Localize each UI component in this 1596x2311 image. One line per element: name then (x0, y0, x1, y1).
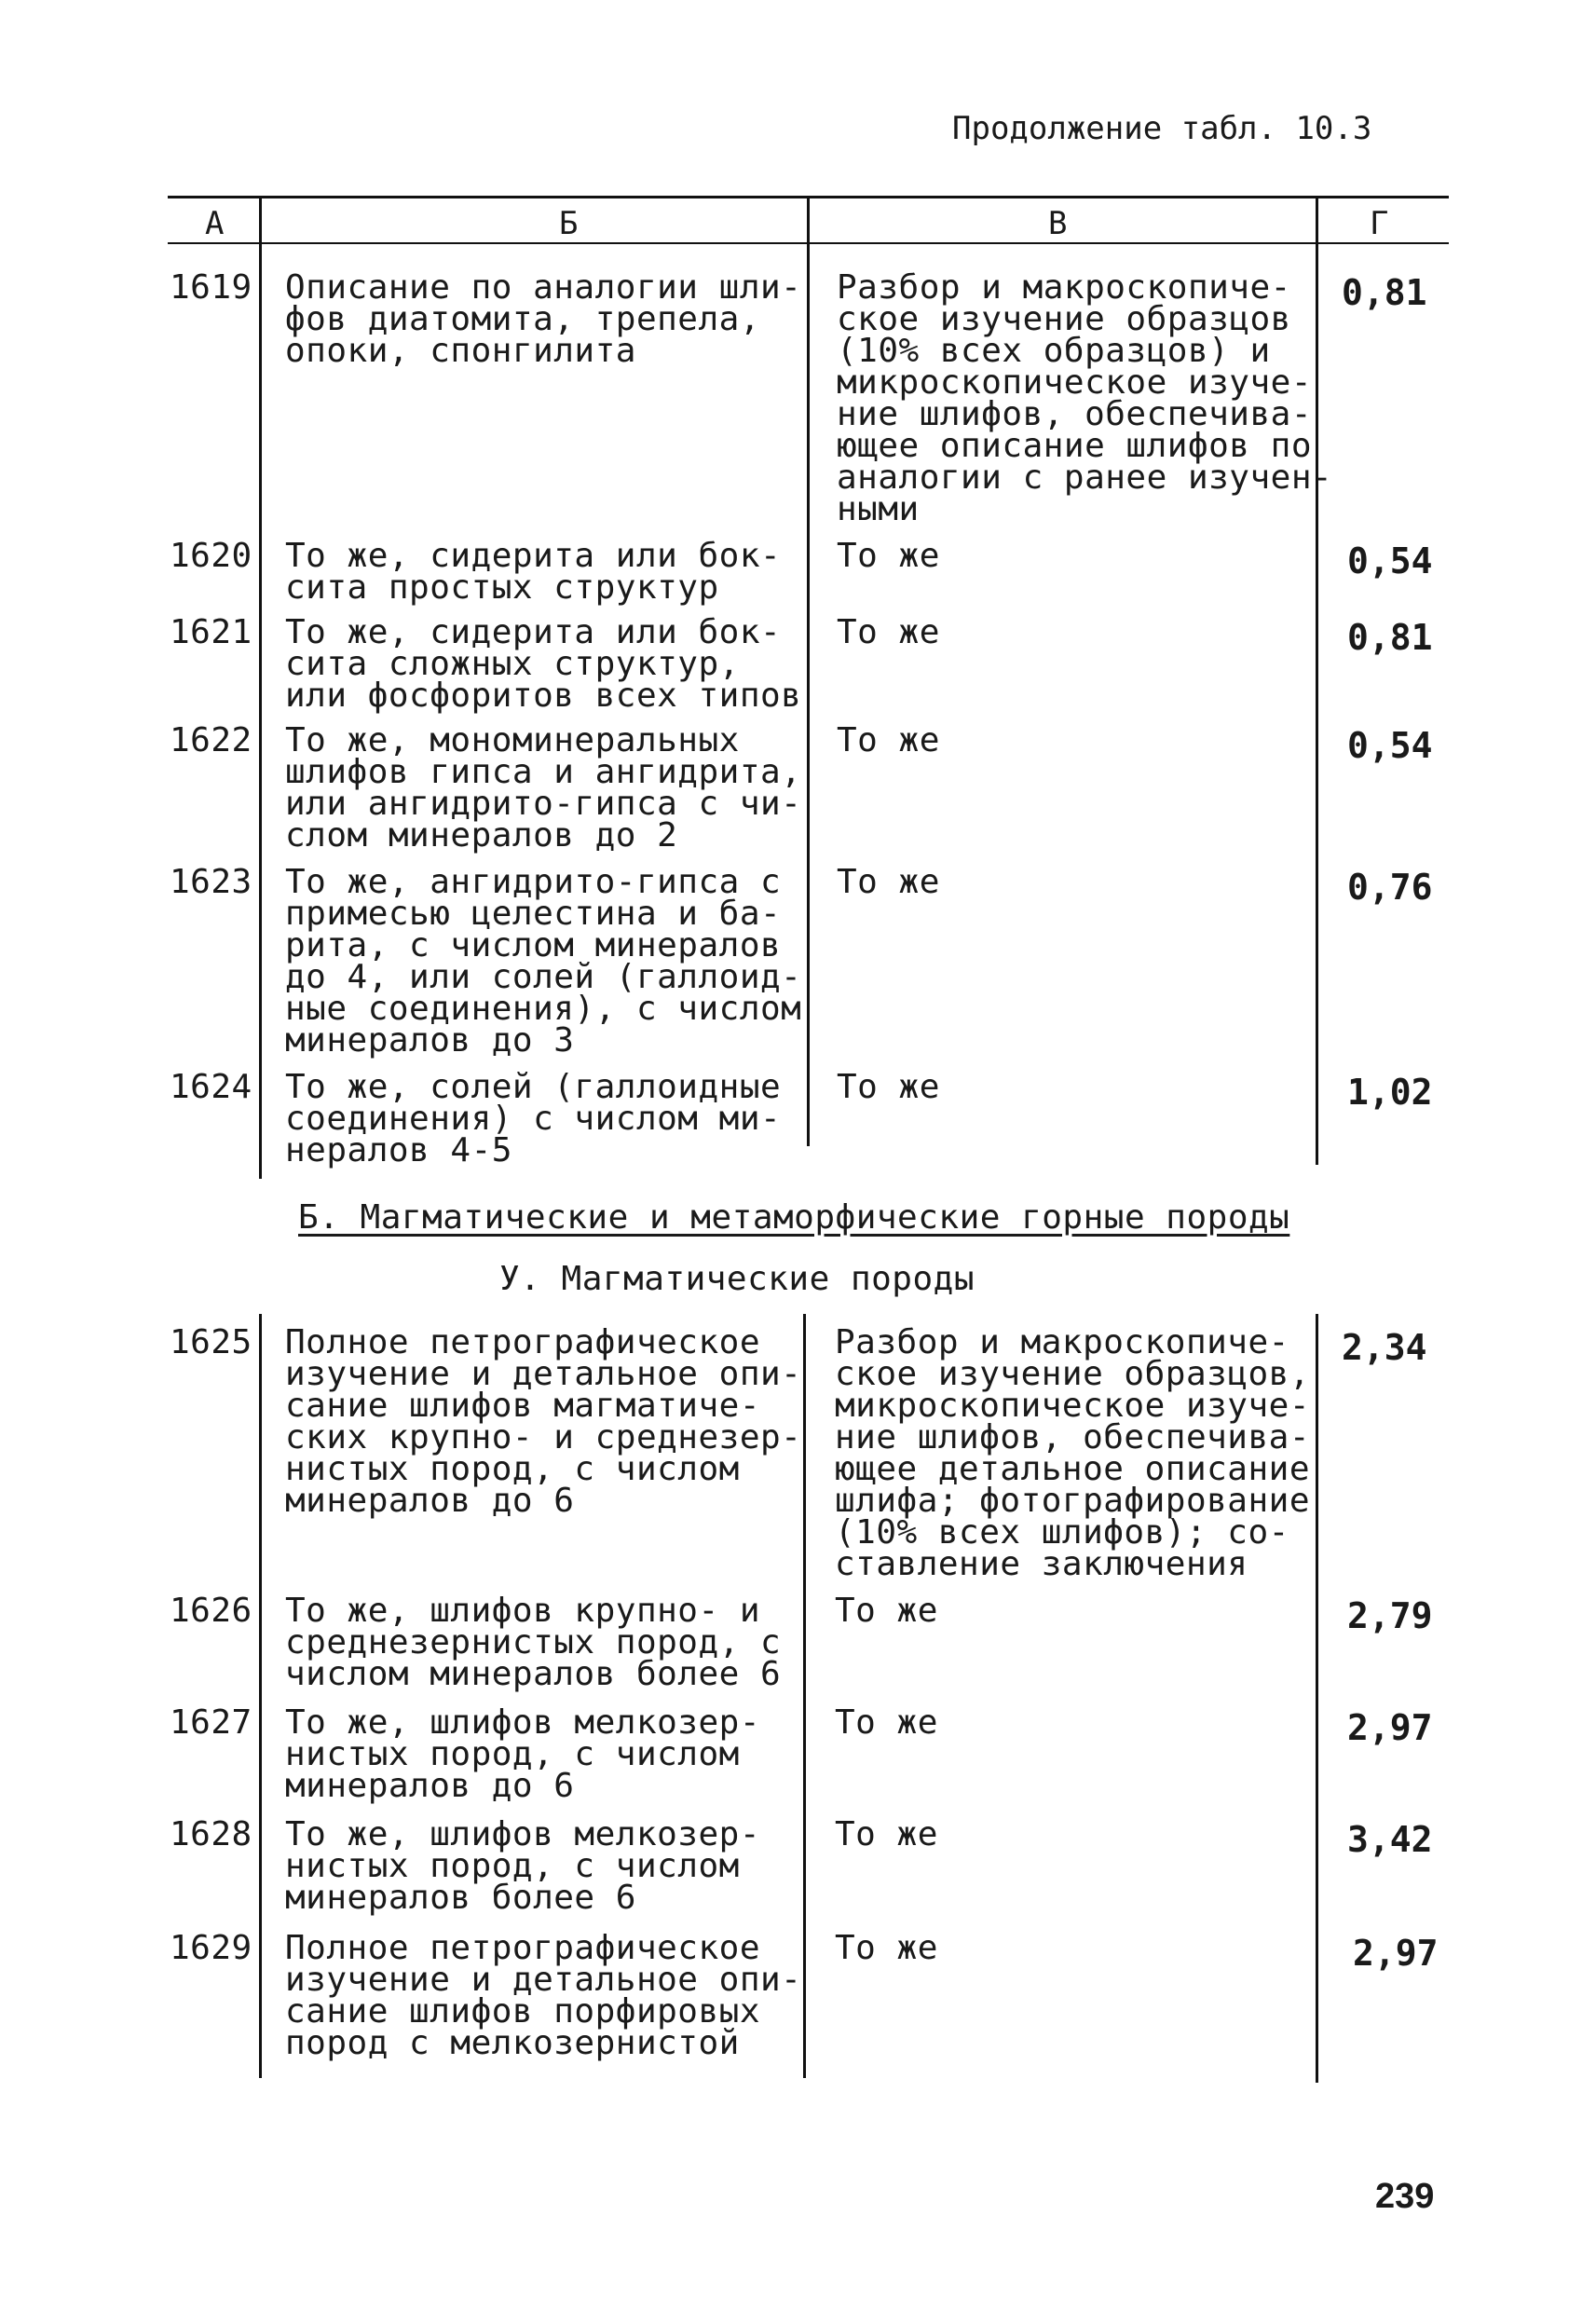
column-header-d: Г (1370, 205, 1389, 242)
row-value: 3,42 (1347, 1819, 1433, 1860)
row-work-content: Разбор и макроскопиче- ское изучение образцов (10% всех образцов) и микроскопическое изуче- ние шлифов, обеспечива- ющее описание шлифов по аналогии с ранее изучен- ными (837, 268, 1333, 528)
table-continuation-caption: Продолжение табл. 10.3 (952, 110, 1372, 147)
row-value: 0,81 (1347, 617, 1433, 658)
row-description: То же, ангидрито-гипса с примесью целестина и ба- рита, с числом минералов до 4, или солей (галлоид- ные соединения), с числом минералов до 3 (285, 863, 802, 1060)
row-description: То же, сидерита или бок- сита сложных структур, или фосфоритов всех типов (285, 613, 802, 715)
row-number: 1625 (170, 1323, 252, 1361)
row-work-content: То же (837, 1068, 940, 1106)
row-number: 1626 (170, 1592, 252, 1630)
column-divider-c-lower (1316, 1314, 1318, 2083)
row-number: 1622 (170, 721, 252, 759)
row-number: 1619 (170, 268, 252, 307)
row-description: То же, сидерита или бок- сита простых структур (285, 537, 782, 607)
row-work-content: Разбор и макроскопиче- ское изучение образцов, микроскопическое изуче- ние шлифов, обеспечива- ющее детальное описание шлифа; фотографирование (10% всех шлифов); со- ставление заключения (835, 1323, 1310, 1583)
section-heading: Б. Магматические и метаморфические горные породы (298, 1198, 1290, 1237)
row-description: То же, шлифов крупно- и среднезернистых пород, с числом минералов более 6 (285, 1592, 782, 1693)
column-divider-a-lower (259, 1314, 262, 2078)
row-description: Полное петрографическое изучение и детальное опи- сание шлифов магматиче- ских крупно- и среднезер- нистых пород, с числом минералов до 6 (285, 1323, 802, 1520)
row-description: То же, солей (галлоидные соединения) с числом ми- нералов 4-5 (285, 1068, 782, 1169)
column-header-c: В (1048, 205, 1068, 242)
row-description: Полное петрографическое изучение и детальное опи- сание шлифов порфировых пород с мелкозернистой (285, 1929, 802, 2062)
row-value: 2,79 (1347, 1595, 1433, 1636)
row-value: 0,54 (1347, 725, 1433, 766)
row-value: 2,97 (1353, 1933, 1439, 1974)
column-header-b: Б (559, 205, 579, 242)
row-number: 1620 (170, 537, 252, 575)
row-number: 1623 (170, 863, 252, 901)
section-subheading: У. Магматические породы (499, 1260, 975, 1298)
row-work-content: То же (837, 537, 940, 575)
row-value: 2,34 (1342, 1327, 1427, 1368)
row-value: 1,02 (1347, 1072, 1433, 1113)
row-work-content: То же (835, 1815, 938, 1853)
row-work-content: То же (837, 613, 940, 651)
row-description: То же, мономинеральных шлифов гипса и ангидрита, или ангидрито-гипса с чи- слом минералов до 2 (285, 721, 802, 855)
row-description: То же, шлифов мелкозер- нистых пород, с числом минералов более 6 (285, 1815, 760, 1917)
row-work-content: То же (835, 1703, 938, 1742)
page-number: 239 (1375, 2177, 1435, 2216)
column-divider-a (259, 196, 262, 1179)
row-number: 1628 (170, 1815, 252, 1853)
row-number: 1624 (170, 1068, 252, 1106)
row-description: Описание по аналогии шли- фов диатомита, трепела, опоки, спонгилита (285, 268, 802, 370)
row-value: 0,81 (1342, 272, 1427, 313)
row-work-content: То же (835, 1929, 938, 1967)
row-work-content: То же (837, 721, 940, 759)
row-description: То же, шлифов мелкозер- нистых пород, с числом минералов до 6 (285, 1703, 760, 1805)
row-number: 1629 (170, 1929, 252, 1967)
row-value: 0,76 (1347, 867, 1433, 908)
row-work-content: То же (835, 1592, 938, 1630)
row-value: 2,97 (1347, 1707, 1433, 1748)
row-work-content: То же (837, 863, 940, 901)
column-divider-b (807, 196, 810, 1146)
row-number: 1621 (170, 613, 252, 651)
column-divider-b-lower (803, 1314, 806, 2078)
column-header-a: А (205, 205, 225, 242)
row-number: 1627 (170, 1703, 252, 1742)
row-value: 0,54 (1347, 540, 1433, 581)
